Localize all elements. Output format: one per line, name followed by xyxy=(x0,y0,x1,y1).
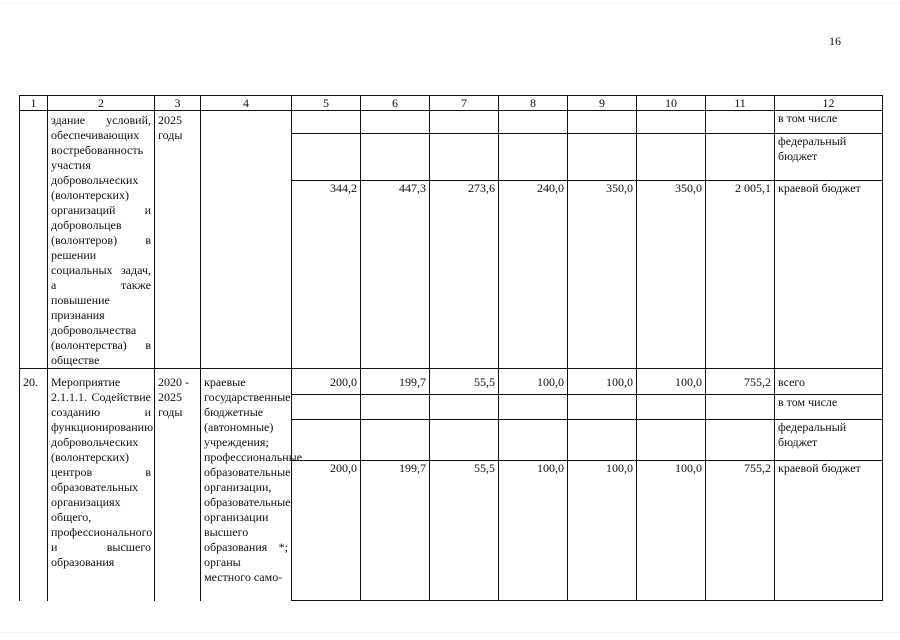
value-cell: 100,0 xyxy=(637,369,706,395)
value-cell xyxy=(706,395,775,420)
value-cell xyxy=(637,420,706,461)
value-cell: 200,0 xyxy=(292,369,361,395)
value-cell xyxy=(361,395,430,420)
value-cell xyxy=(361,420,430,461)
scan-artifact-bottom xyxy=(0,632,900,633)
measure-description: Мероприятие 2.1.1.1. Содействие созданию и функционированию добровольческих (волонтерских) центров в образовательных организациях общего, профессионального и высшего образования xyxy=(48,369,155,601)
value-cell: 240,0 xyxy=(499,181,568,369)
value-cell xyxy=(706,420,775,461)
funding-label: краевой бюджет xyxy=(775,181,883,369)
value-cell xyxy=(568,420,637,461)
executor-cell: краевые государственные бюджетные (автономные) учреждения; профессиональные образовательные организации, образовательные организации высшего образования *; органы местного само- xyxy=(201,369,292,601)
value-cell xyxy=(706,111,775,134)
row-number-cell xyxy=(20,111,48,369)
column-number: 9 xyxy=(568,96,637,111)
value-cell: 350,0 xyxy=(637,181,706,369)
value-cell xyxy=(568,134,637,181)
value-cell: 344,2 xyxy=(292,181,361,369)
column-number: 11 xyxy=(706,96,775,111)
value-cell xyxy=(430,111,499,134)
value-cell: 755,2 xyxy=(706,461,775,601)
value-cell xyxy=(499,420,568,461)
value-cell xyxy=(499,111,568,134)
funding-label: в том числе xyxy=(775,111,883,134)
value-cell: 100,0 xyxy=(499,369,568,395)
column-number: 8 xyxy=(499,96,568,111)
value-cell xyxy=(361,111,430,134)
column-number: 3 xyxy=(155,96,201,111)
value-cell xyxy=(499,395,568,420)
value-cell: 100,0 xyxy=(568,461,637,601)
period-cell: 2025 годы xyxy=(155,111,201,369)
table-row xyxy=(20,369,883,395)
column-number: 7 xyxy=(430,96,499,111)
column-number: 5 xyxy=(292,96,361,111)
row-number-cell: 20. xyxy=(20,369,48,601)
column-number: 1 xyxy=(20,96,48,111)
value-cell: 2 005,1 xyxy=(706,181,775,369)
value-cell: 755,2 xyxy=(706,369,775,395)
value-cell: 447,3 xyxy=(361,181,430,369)
value-cell xyxy=(292,111,361,134)
value-cell: 199,7 xyxy=(361,461,430,601)
column-number: 12 xyxy=(775,96,883,111)
value-cell: 100,0 xyxy=(637,461,706,601)
column-number: 2 xyxy=(48,96,155,111)
value-cell: 100,0 xyxy=(568,369,637,395)
measure-description: здание условий, обеспечивающих востребованность участия добровольческих (волонтерских) организаций и добровольцев (волонтеров) в решении социальных задач, а также повышение признания добровольчества (волонтерства) в обществе xyxy=(48,111,155,369)
value-cell xyxy=(568,395,637,420)
value-cell xyxy=(292,395,361,420)
value-cell xyxy=(430,134,499,181)
value-cell xyxy=(430,420,499,461)
value-cell xyxy=(499,134,568,181)
funding-label: всего xyxy=(775,369,883,395)
value-cell: 199,7 xyxy=(361,369,430,395)
column-number: 6 xyxy=(361,96,430,111)
value-cell xyxy=(292,134,361,181)
value-cell: 55,5 xyxy=(430,461,499,601)
value-cell: 273,6 xyxy=(430,181,499,369)
executor-cell xyxy=(201,111,292,369)
value-cell xyxy=(568,111,637,134)
budget-table xyxy=(19,95,883,601)
column-number: 10 xyxy=(637,96,706,111)
table-row xyxy=(20,111,883,134)
column-number-row xyxy=(20,96,883,111)
column-number: 4 xyxy=(201,96,292,111)
value-cell xyxy=(637,134,706,181)
page-number: 16 xyxy=(829,34,841,48)
funding-label: федеральный бюджет xyxy=(775,420,883,461)
value-cell xyxy=(706,134,775,181)
funding-label: в том числе xyxy=(775,395,883,420)
scan-artifact-top xyxy=(0,3,900,4)
value-cell xyxy=(637,395,706,420)
value-cell: 350,0 xyxy=(568,181,637,369)
period-cell: 2020 - 2025 годы xyxy=(155,369,201,601)
funding-label: краевой бюджет xyxy=(775,461,883,601)
value-cell: 100,0 xyxy=(499,461,568,601)
value-cell: 55,5 xyxy=(430,369,499,395)
value-cell xyxy=(361,134,430,181)
value-cell xyxy=(637,111,706,134)
funding-label: федеральный бюджет xyxy=(775,134,883,181)
value-cell xyxy=(430,395,499,420)
value-cell: 200,0 xyxy=(292,461,361,601)
